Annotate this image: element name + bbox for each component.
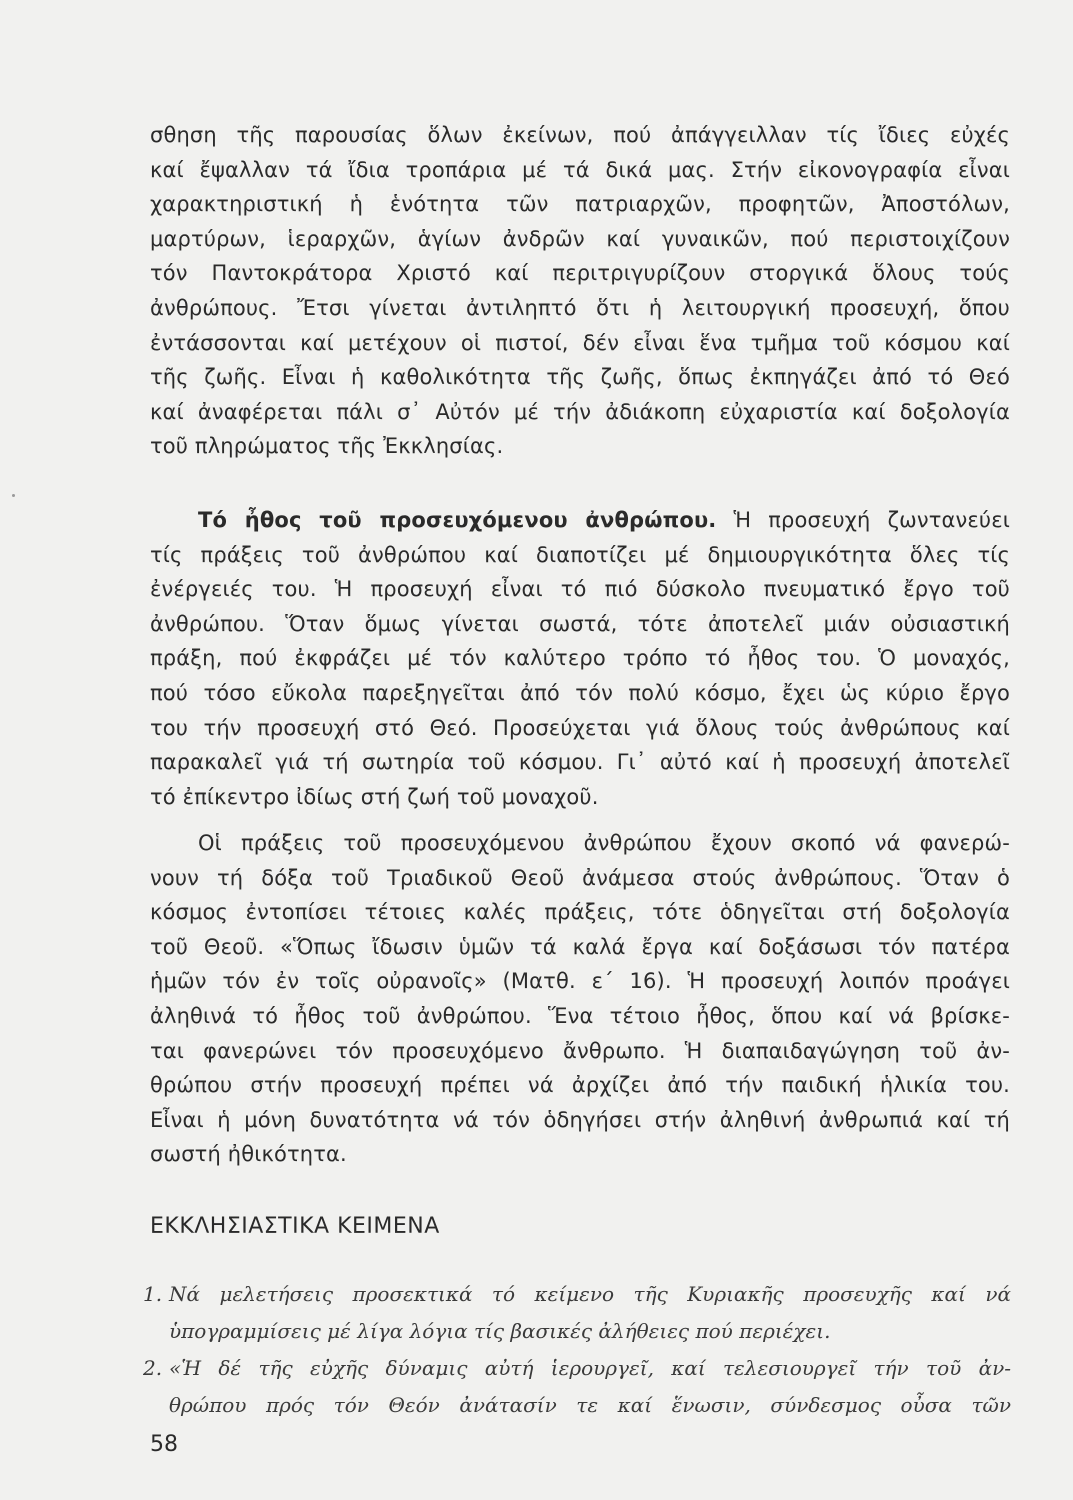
text-line: Εἶναι ἡ μόνη δυνατότητα νά τόν ὁδηγήσει στήν ἀληθινή ἀνθρωπιά καί τή [150, 1107, 1010, 1132]
text-line: νουν τή δόξα τοῦ Τριαδικοῦ Θεοῦ ἀνάμεσα στούς ἀνθρώπους. Ὅταν ὁ [150, 865, 1010, 890]
exercise-number: 1. [143, 1282, 163, 1306]
text-line: Οἱ πράξεις τοῦ προσευχόμενου ἀνθρώπου ἔχουν σκοπό νά φανερώ- [198, 831, 1010, 855]
paragraph-title: Τό ἦθος τοῦ προσευχόμενου ἀνθρώπου. [198, 508, 717, 532]
exercise-text: «Ἡ δέ τῆς εὐχῆς δύναμις αὐτή ἱερουργεῖ, καί τελεσιουργεῖ τήν τοῦ ἀν- [169, 1356, 1011, 1380]
scan-speck [12, 494, 15, 497]
exercise-line [143, 1350, 1011, 1387]
text-line: χαρακτηριστική ἡ ἑνότητα τῶν πατριαρχῶν, προφητῶν, Ἀποστόλων, [150, 192, 1010, 217]
exercise-text: Νά μελετήσεις προσεκτικά τό κείμενο τῆς Κυριακῆς προσευχῆς καί νά [169, 1282, 1011, 1306]
paragraph-2 [150, 503, 1010, 814]
text-line: τοῦ πληρώματος τῆς Ἐκκλησίας. [150, 434, 504, 459]
text-line: του τήν προσευχή στό Θεό. Προσεύχεται γιά ὅλους τούς ἀνθρώπους καί [150, 715, 1010, 740]
text-line: τόν Παντοκράτορα Χριστό καί περιτριγυρίζουν στοργικά ὅλους τούς [150, 261, 1010, 286]
text-line: πράξη, πού ἐκφράζει μέ τόν καλύτερο τρόπο τό ἦθος του. Ὁ μοναχός, [150, 646, 1010, 671]
text-line: κόσμος ἐντοπίσει τέτοιες καλές πράξεις, τότε ὁδηγεῖται στή δοξολογία [150, 900, 1010, 925]
text-line: τίς πράξεις τοῦ ἀνθρώπου καί διαποτίζει μέ δημιουργικότητα ὅλες τίς [150, 542, 1010, 567]
text-line: πού τόσο εὔκολα παρεξηγεῖται ἀπό τόν πολύ κόσμο, ἔχει ὡς κύριο ἔργο [150, 680, 1010, 705]
text-line: τό ἐπίκεντρο ἰδίως στή ζωή τοῦ μοναχοῦ. [150, 784, 599, 809]
text-line: θρώπου στήν προσευχή πρέπει νά ἀρχίζει ἀπό τήν παιδική ἡλικία του. [150, 1073, 1010, 1098]
text-line: ἀνθρώπους. Ἔτσι γίνεται ἀντιληπτό ὅτι ἡ λειτουργική προσευχή, ὅπου [150, 295, 1010, 320]
text-line: τοῦ Θεοῦ. «Ὅπως ἴδωσιν ὑμῶν τά καλά ἔργα καί δοξάσωσι τόν πατέρα [150, 934, 1010, 959]
paragraph-first-line-text: Ἡ προσευχή ζωντανεύει [716, 508, 1010, 532]
section-heading: ΕΚΚΛΗΣΙΑΣΤΙΚΑ ΚΕΙΜΕΝΑ [150, 1214, 440, 1239]
exercise-line [143, 1276, 1011, 1313]
text-line: ἐνέργειές του. Ἡ προσευχή εἶναι τό πιό δύσκολο πνευματικό ἔργο τοῦ [150, 577, 1010, 602]
text-line: ται φανερώνει τόν προσευχόμενο ἄνθρωπο. Ἡ διαπαιδαγώγηση τοῦ ἀν- [150, 1038, 1010, 1063]
text-line: ἀνθρώπου. Ὅταν ὅμως γίνεται σωστά, τότε ἀποτελεῖ μιάν οὐσιαστική [150, 611, 1010, 636]
text-line: μαρτύρων, ἱεραρχῶν, ἁγίων ἀνδρῶν καί γυναικῶν, πού περιστοιχίζουν [150, 226, 1010, 251]
text-line: τῆς ζωῆς. Εἶναι ἡ καθολικότητα τῆς ζωῆς, ὅπως ἐκπηγάζει ἀπό τό Θεό [150, 365, 1010, 390]
text-line: καί ἀναφέρεται πάλι σ᾽ Αὐτόν μέ τήν ἀδιάκοπη εὐχαριστία καί δοξολογία [150, 399, 1010, 424]
text-line: ἀληθινά τό ἦθος τοῦ ἀνθρώπου. Ἕνα τέτοιο ἦθος, ὅπου καί νά βρίσκε- [150, 1003, 1010, 1028]
paragraph-2-first-line [150, 503, 1010, 538]
exercise-number: 2. [143, 1356, 163, 1380]
exercise-list [143, 1276, 1011, 1424]
text-line: ἐντάσσονται καί μετέχουν οἱ πιστοί, δέν εἶναι ἕνα τμῆμα τοῦ κόσμου καί [150, 330, 1010, 355]
page-number: 58 [150, 1432, 178, 1457]
exercise-item-1 [143, 1276, 1011, 1350]
text-line: παρακαλεῖ γιά τή σωτηρία τοῦ κόσμου. Γι᾽ αὐτό καί ἡ προσευχή ἀποτελεῖ [150, 750, 1010, 775]
paragraph-1 [150, 118, 1010, 464]
text-line: σωστή ἠθικότητα. [150, 1142, 347, 1167]
exercise-line: θρώπου πρός τόν Θεόν ἀνάτασίν τε καί ἕνωσιν, σύνδεσμος οὖσα τῶν [169, 1393, 1011, 1417]
paragraph-3 [150, 826, 1010, 1172]
text-line: σθηση τῆς παρουσίας ὅλων ἐκείνων, πού ἀπάγγειλλαν τίς ἴδιες εὐχές [150, 123, 1010, 147]
exercise-line: ὑπογραμμίσεις μέ λίγα λόγια τίς βασικές ἀλήθειες πού περιέχει. [169, 1319, 831, 1343]
text-line: καί ἔψαλλαν τά ἴδια τροπάρια μέ τά δικά μας. Στήν εἰκονογραφία εἶναι [150, 157, 1010, 182]
text-line: ἡμῶν τόν ἐν τοῖς οὐρανοῖς» (Ματθ. ε´ 16). Ἡ προσευχή λοιπόν προάγει [150, 969, 1010, 994]
exercise-item-2 [143, 1350, 1011, 1424]
